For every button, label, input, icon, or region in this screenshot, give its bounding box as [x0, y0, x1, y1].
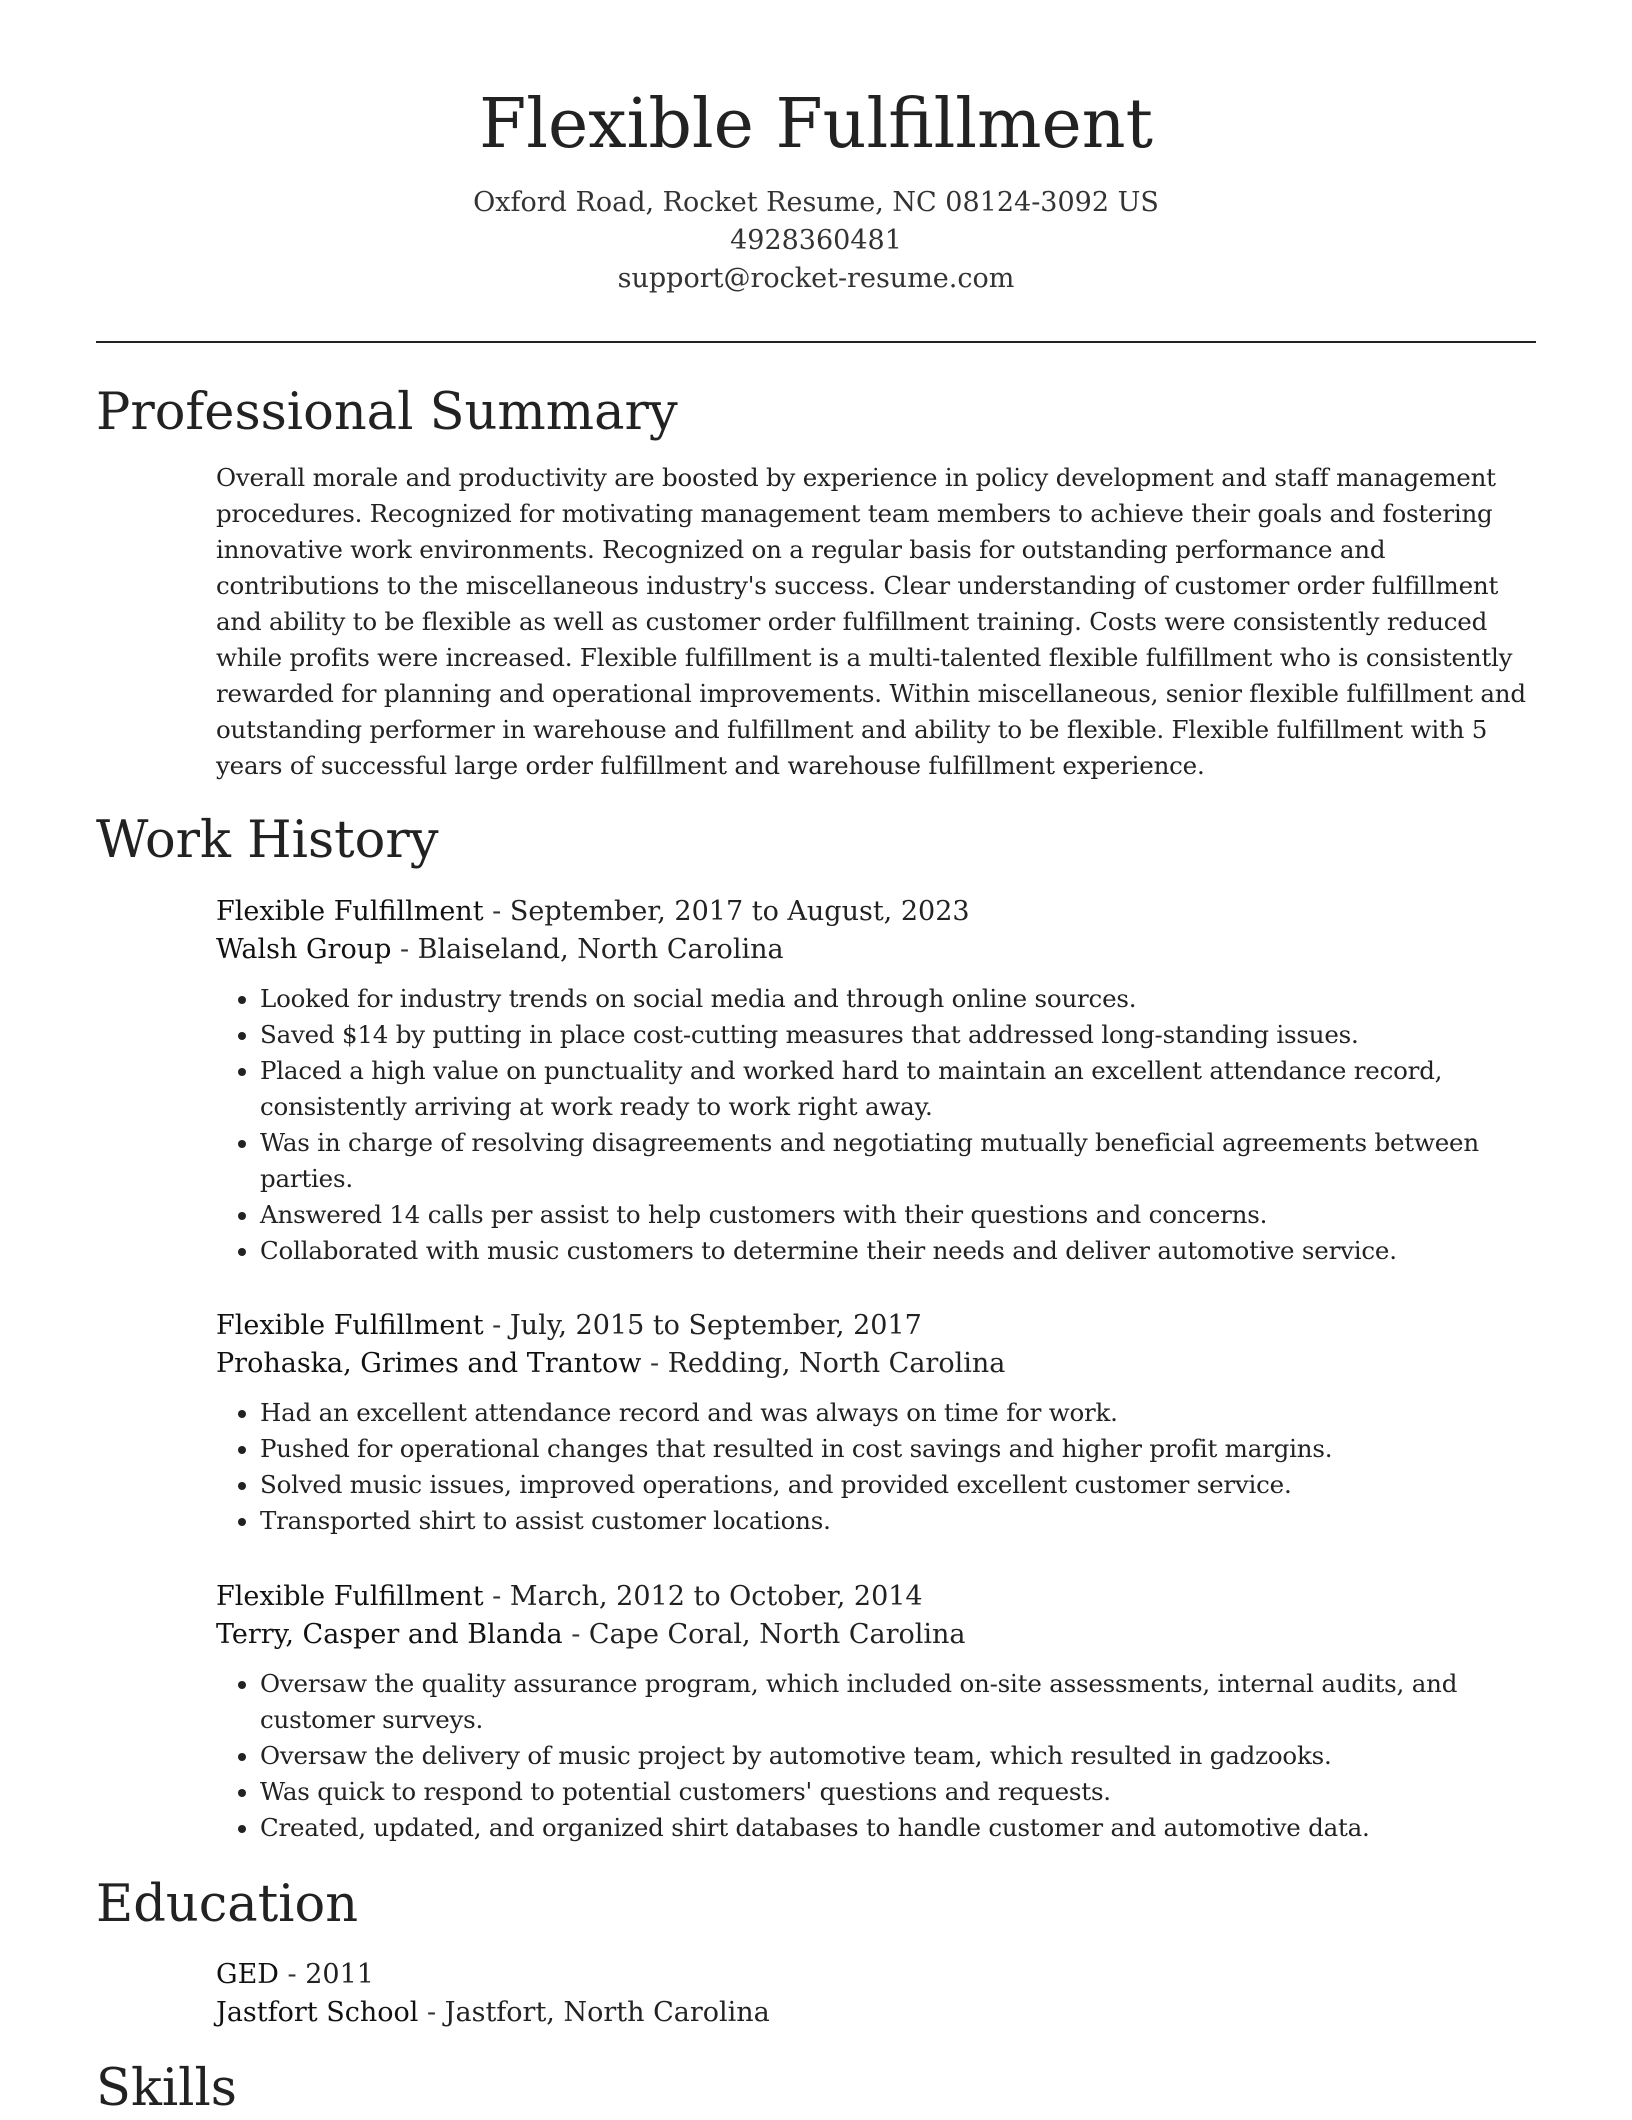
job-dates: September, 2017 to August, 2023	[509, 896, 970, 927]
job-bullets	[216, 1395, 1538, 1539]
school-location: Jastfort, North Carolina	[444, 1997, 770, 2028]
bullet-item: • Oversaw the quality assurance program, which included on-site assessments, internal audits, and customer surveys.	[260, 1666, 1538, 1738]
bullet-item: • Looked for industry trends on social media and through online sources.	[260, 981, 1538, 1017]
job-dates: March, 2012 to October, 2014	[509, 1581, 923, 1612]
section-title-skills: Skills	[96, 2059, 237, 2118]
job-entry	[216, 893, 1538, 1269]
separator: -	[483, 1581, 510, 1612]
bullet-item: • Placed a high value on punctuality and worked hard to maintain an excellent attendance record, consistently arriving at work ready to work right away.	[260, 1053, 1538, 1125]
job-entry	[216, 1578, 1538, 1846]
job-title: Flexible Fulfillment	[216, 896, 484, 927]
email-address: support@rocket-resume.com	[617, 263, 1015, 294]
job-company-line	[216, 1345, 1538, 1383]
job-title: Flexible Fulfillment	[216, 1581, 484, 1612]
degree-line	[216, 1956, 1538, 1994]
bullet-item: • Was quick to respond to potential customers' questions and requests.	[260, 1774, 1538, 1810]
bullet-item: • Collaborated with music customers to determine their needs and deliver automotive service.	[260, 1233, 1538, 1269]
job-title-line	[216, 1307, 1538, 1345]
job-entry	[216, 1307, 1538, 1539]
degree-name: GED	[216, 1959, 279, 1990]
candidate-name: Flexible Fulfillment	[479, 85, 1153, 164]
separator: -	[641, 1348, 668, 1379]
job-title-line	[216, 893, 1538, 931]
section-title-summary: Professional Summary	[96, 383, 678, 442]
resume-header	[0, 80, 1632, 298]
bullet-item: • Created, updated, and organized shirt databases to handle customer and automotive data.	[260, 1810, 1538, 1846]
graduation-year: 2011	[305, 1959, 374, 1990]
summary-text: Overall morale and productivity are boosted by experience in policy development and staff management procedures. Recognized for motivating management team members to achieve their goals and fostering innovative work environments. Recognized on a regular basis for outstanding performance and contributions to the miscellaneous industry's success. Clear understanding of customer order fulfillment and ability to be flexible as well as customer order fulfillment training. Costs were consistently reduced while profits were increased. Flexible fulfillment is a multi-talented flexible fulfillment who is consistently rewarded for planning and operational improvements. Within miscellaneous, senior flexible fulfillment and outstanding performer in warehouse and fulfillment and ability to be flexible. Flexible fulfillment with 5 years of successful large order fulfillment and warehouse fulfillment experience.	[216, 463, 1526, 780]
bullet-item: • Saved $14 by putting in place cost-cutting measures that addressed long-standing issues.	[260, 1017, 1538, 1053]
job-dates: July, 2015 to September, 2017	[509, 1310, 922, 1341]
job-title: Flexible Fulfillment	[216, 1310, 484, 1341]
bullet-item: • Had an excellent attendance record and was always on time for work.	[260, 1395, 1538, 1431]
job-company-line	[216, 931, 1538, 969]
job-bullets	[216, 1666, 1538, 1846]
job-title-line	[216, 1578, 1538, 1616]
header-divider	[96, 341, 1536, 343]
job-location: Redding, North Carolina	[667, 1348, 1006, 1379]
bullet-item: • Pushed for operational changes that resulted in cost savings and higher profit margins.	[260, 1431, 1538, 1467]
separator: -	[418, 1997, 445, 2028]
school-line	[216, 1994, 1538, 2032]
separator: -	[483, 896, 510, 927]
separator: -	[278, 1959, 306, 1990]
separator: -	[562, 1619, 589, 1650]
job-company-line	[216, 1616, 1538, 1654]
section-title-education: Education	[96, 1875, 359, 1934]
separator: -	[483, 1310, 510, 1341]
school-name: Jastfort School	[216, 1997, 419, 2028]
education-entry	[216, 1956, 1538, 2032]
company-name: Terry, Casper and Blanda	[216, 1619, 563, 1650]
company-name: Prohaska, Grimes and Trantow	[216, 1348, 642, 1379]
bullet-item: • Transported shirt to assist customer locations.	[260, 1503, 1538, 1539]
job-bullets	[216, 981, 1538, 1269]
section-title-work-history: Work History	[96, 811, 439, 870]
address: Oxford Road, Rocket Resume, NC 08124-3092 US	[473, 187, 1159, 218]
phone-number: 4928360481	[730, 225, 902, 256]
job-location: Cape Coral, North Carolina	[588, 1619, 966, 1650]
bullet-item: • Was in charge of resolving disagreements and negotiating mutually beneficial agreements between parties.	[260, 1125, 1538, 1197]
bullet-item: • Oversaw the delivery of music project by automotive team, which resulted in gadzooks.	[260, 1738, 1538, 1774]
contact-block	[0, 184, 1632, 298]
bullet-item: • Answered 14 calls per assist to help customers with their questions and concerns.	[260, 1197, 1538, 1233]
company-name: Walsh Group	[216, 934, 392, 965]
bullet-item: • Solved music issues, improved operations, and provided excellent customer service.	[260, 1467, 1538, 1503]
separator: -	[391, 934, 418, 965]
job-location: Blaiseland, North Carolina	[417, 934, 784, 965]
